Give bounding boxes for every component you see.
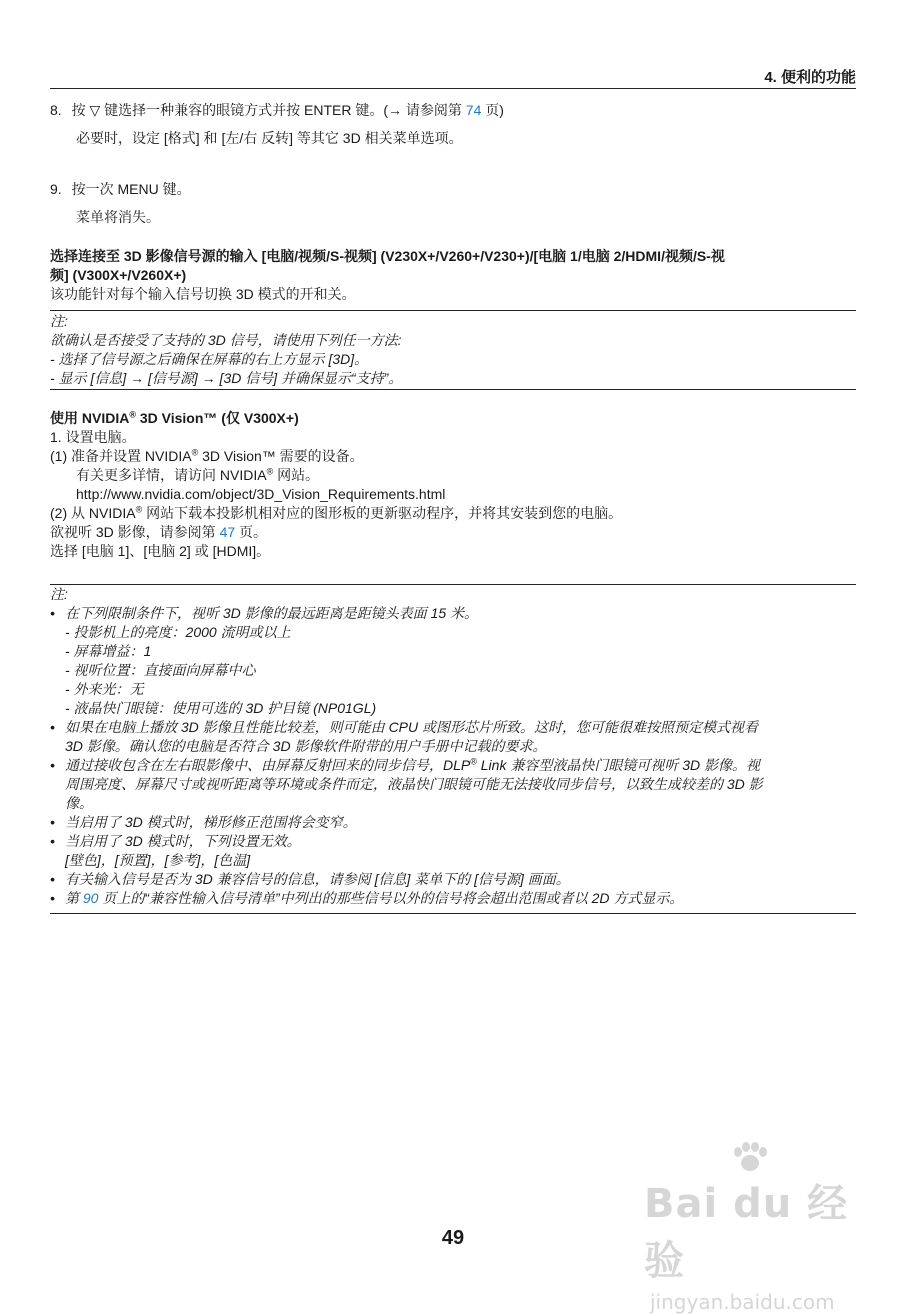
note-list [50,604,856,908]
step-9-line [50,180,856,199]
note-label: 注: [50,586,68,602]
text: (2) 从 NVIDIA [50,505,136,521]
note-label: 注: [50,313,68,329]
page-link-74[interactable]: 74 [465,102,482,118]
nvidia-step-1-2 [50,504,856,523]
note-text [65,889,856,908]
heading-text: 3D Vision™ (仅 V300X+) [135,410,299,426]
nvidia-step-1: 1. 设置电脑。 [50,429,136,445]
note-text: 像。 [65,795,93,811]
note-line: - 显示 [信息] → [信号源] → [3D 信号] 并确保显示“支持”。 [50,370,403,386]
watermark-url: jingyan.baidu.com [650,1290,835,1314]
paw-icon [730,1142,770,1172]
text: 3D Vision™ 需要的设备。 [198,448,364,464]
text: Link 兼容型液晶快门眼镜可视听 3D 影像。视 [476,757,761,773]
note-text: • 当启用了 3D 模式时，下列设置无效。 [65,833,301,849]
registered-mark: ® [470,756,477,767]
note-sub-item: - 液晶快门眼镜：使用可选的 3D 护目镜 (NP01GL) [65,700,377,716]
note-sub-item: - 屏幕增益：1 [65,643,152,659]
section-heading-line-1: 选择连接至 3D 影像信号源的输入 [电脑/视频/S-视频] (V230X+/V260+/V230+)/[电脑 1/电脑 2/HDMI/视频/S-视 [50,248,725,264]
text: 欲视听 3D 影像，请参阅第 [50,524,220,540]
note-line: 欲确认是否接受了支持的 3D 信号，请使用下列任一方法: [50,332,402,348]
heading-text: 使用 NVIDIA [50,410,130,426]
note-top-rule [50,310,856,311]
note-sub-item: - 投影机上的亮度：2000 流明或以上 [65,624,291,640]
nvidia-step-1-1 [50,447,856,466]
step-8-line [50,101,856,120]
header-rule [50,88,856,89]
note-line: - 选择了信号源之后确保在屏幕的右上方显示 [3D]。 [50,351,369,367]
note-bullet [50,604,856,718]
section-description: 该功能针对每个输入信号切换 3D 模式的开和关。 [50,286,356,302]
chapter-title: 4. 便利的功能 [764,69,856,86]
text: 有关更多详情，请访问 NVIDIA [76,467,267,483]
section-heading [50,409,856,428]
step-9-text: 按一次 MENU 键。 [71,181,191,197]
registered-mark: ® [266,466,274,477]
registered-mark: ® [129,409,136,420]
watermark-logo: Bai du 经验 [644,1181,849,1284]
step-8-text-b: 页) [481,102,504,118]
section-heading-line-2: 频] (V300X+/V260X+) [50,267,187,283]
step-9 [50,180,856,227]
note-text: 3D 影像。确认您的电脑是否符合 3D 影像软件附带的用户手册中记载的要求。 [65,738,547,754]
step-8-text-a: 按 ▽ 键选择一种兼容的眼镜方式并按 ENTER 键。(→ 请参阅第 [71,102,466,118]
page-link-90[interactable]: 90 [82,890,99,906]
step-9-sub: 菜单将消失。 [76,209,160,225]
note-text: • 在下列限制条件下，视听 3D 影像的最远距离是距镜头表面 15 米。 [65,605,479,621]
registered-mark: ® [191,447,199,458]
note-sub-item: - 外来光：无 [65,681,144,697]
text: 网站。 [273,467,320,483]
note-bullet [50,756,856,813]
note-sub-item: - 视听位置：直接面向屏幕中心 [65,662,256,678]
note-box-1 [50,312,856,388]
step-number: 8. [50,102,62,118]
note-text: • 有关输入信号是否为 3D 兼容信号的信息，请参阅 [信息] 菜单下的 [信号源] 画面。 [65,871,570,887]
note-bottom-rule [50,389,856,390]
note-text: • 当启用了 3D 模式时，梯形修正范围将会变窄。 [65,814,357,830]
note-bullet [50,870,856,889]
note-bottom-rule [50,913,856,914]
section-nvidia [50,409,856,561]
note-bullet [50,832,856,870]
text: (1) 准备并设置 NVIDIA [50,448,192,464]
step-8 [50,101,856,148]
text: 通过接收包含在左右眼影像中、由屏幕反射回来的同步信号，DLP [65,757,471,773]
note-text: • 如果在电脑上播放 3D 影像且性能比较差，则可能由 CPU 或图形芯片所致。这时，您可能很难按照预定模式视看 [65,719,759,735]
step-8-sub: 必要时，设定 [格式] 和 [左/右 反转] 等其它 3D 相关菜单选项。 [76,130,463,146]
note-text [65,756,856,775]
note-box-2 [50,585,856,908]
text: 第 [65,890,83,906]
text: 网站下载本投影机相对应的图形板的更新驱动程序，并将其安装到您的电脑。 [142,505,623,521]
page-number: 49 [441,1227,465,1249]
note-text: [壁色]，[预置]，[参考]，[色温] [65,852,251,868]
select-input: 选择 [电脑 1]、[电脑 2] 或 [HDMI]。 [50,543,271,559]
note-bullet [50,813,856,832]
text: 页上的“兼容性输入信号清单”中列出的那些信号以外的信号将会超出范围或者以 2D 方式显示。 [98,890,684,906]
nvidia-url[interactable]: http://www.nvidia.com/object/3D_Vision_Requirements.html [76,486,446,502]
step-number: 9. [50,181,62,197]
note-bullet [50,889,856,908]
registered-mark: ® [135,504,143,515]
section-3d-input [50,247,856,304]
page-link-47[interactable]: 47 [219,524,236,540]
nvidia-details [50,466,856,485]
note-text: 周围亮度、屏幕尺寸或视听距离等环境或条件而定，液晶快门眼镜可能无法接收同步信号，以致生成较差的 3D 影 [65,776,763,792]
note-bullet [50,718,856,756]
view-3d-ref [50,523,856,542]
text: 页。 [235,524,268,540]
